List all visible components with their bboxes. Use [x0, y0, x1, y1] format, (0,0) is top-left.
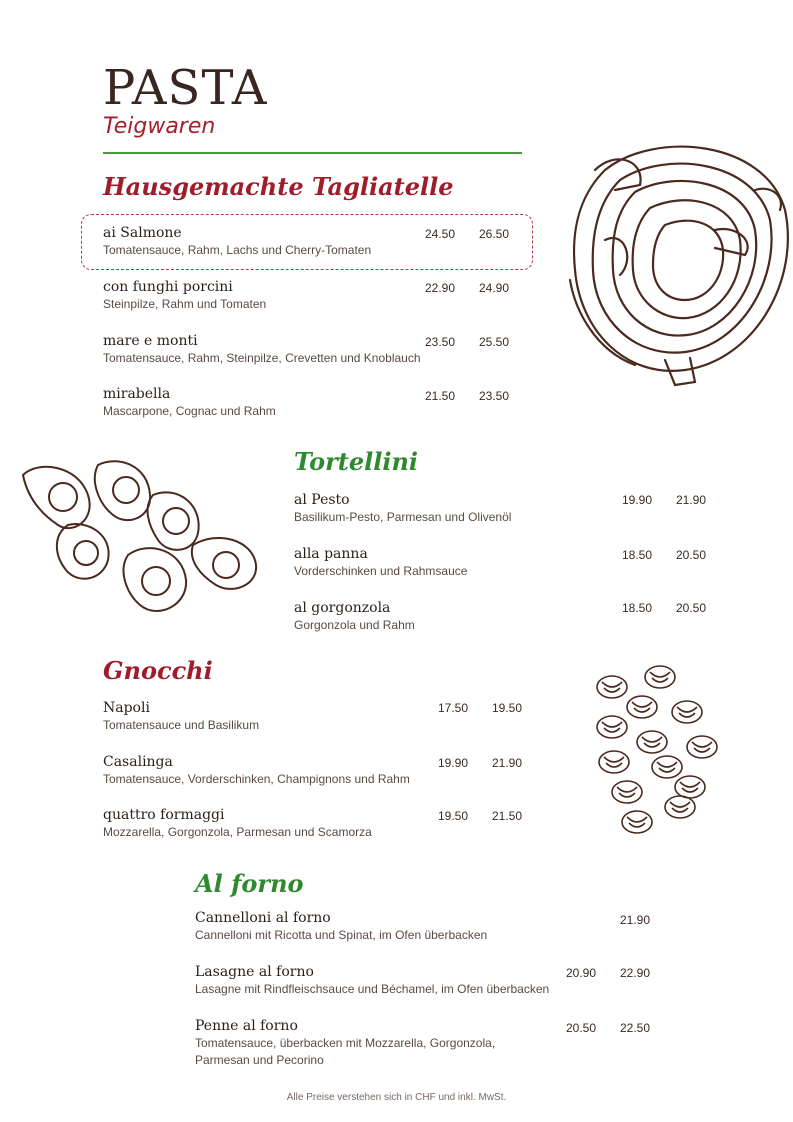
item-description: Cannelloni mit Ricotta und Spinat, im Ofen überbacken [195, 928, 488, 942]
item-name: mirabella [103, 386, 171, 402]
item-name: al gorgonzola [294, 600, 391, 616]
item-price-large: 19.50 [492, 701, 523, 715]
item-price-small: 24.50 [425, 227, 456, 241]
item-price-small: 19.50 [438, 809, 469, 823]
item-description: Gorgonzola und Rahm [294, 618, 415, 632]
item-description: Vorderschinken und Rahmsauce [294, 564, 468, 578]
item-description: Mozzarella, Gorgonzola, Parmesan und Scamorza [103, 825, 372, 839]
item-description: Tomatensauce, Vorderschinken, Champignons und Rahm [103, 772, 410, 786]
item-name: con funghi porcini [103, 279, 233, 295]
tagliatelle-nest-illustration [565, 130, 793, 390]
item-price-large: 21.90 [676, 493, 707, 507]
item-price-large: 22.50 [620, 1021, 651, 1035]
menu-item[interactable] [103, 224, 371, 259]
item-price-small: 17.50 [438, 701, 469, 715]
item-price-small: 23.50 [425, 335, 456, 349]
menu-item[interactable] [103, 753, 410, 788]
item-price-large: 23.50 [479, 389, 510, 403]
section-heading-tortellini: Tortellini [294, 447, 419, 476]
item-price-small: 18.50 [622, 548, 653, 562]
item-name: Cannelloni al forno [195, 910, 331, 926]
item-description: Lasagne mit Rindfleischsauce und Béchamel, im Ofen überbacken [195, 982, 550, 996]
item-price-large: 24.90 [479, 281, 510, 295]
item-price-small: 21.50 [425, 389, 456, 403]
item-description-line-2: Parmesan und Pecorino [195, 1053, 324, 1067]
item-description: Basilikum-Pesto, Parmesan und Olivenöl [294, 510, 512, 524]
menu-item[interactable] [103, 806, 372, 841]
menu-item[interactable] [294, 545, 467, 580]
page-title: PASTA [103, 60, 268, 116]
menu-item[interactable] [103, 332, 421, 367]
item-name: alla panna [294, 546, 368, 562]
gnocchi-illustration [592, 662, 722, 840]
menu-item[interactable] [103, 385, 276, 420]
item-price-large: 22.90 [620, 966, 651, 980]
item-description: Steinpilze, Rahm und Tomaten [103, 297, 267, 311]
menu-item[interactable] [195, 1017, 495, 1069]
item-name: mare e monti [103, 333, 198, 349]
item-price-large: 21.90 [620, 913, 651, 927]
item-name: ai Salmone [103, 225, 182, 241]
item-name: Napoli [103, 700, 150, 716]
item-description: Tomatensauce, Rahm, Lachs und Cherry-Tomaten [103, 243, 372, 257]
item-price-large: 21.50 [492, 809, 523, 823]
menu-item[interactable] [195, 909, 487, 944]
item-price-small: 19.90 [438, 756, 469, 770]
section-heading-al-forno: Al forno [195, 869, 304, 898]
menu-item[interactable] [103, 278, 266, 313]
menu-item[interactable] [294, 491, 511, 526]
item-price-small: 19.90 [622, 493, 653, 507]
item-name: al Pesto [294, 492, 350, 508]
item-description: Tomatensauce, überbacken mit Mozzarella, Gorgonzola, [195, 1036, 496, 1050]
item-name: Casalinga [103, 754, 173, 770]
item-description: Tomatensauce und Basilikum [103, 718, 260, 732]
item-price-small: 20.50 [566, 1021, 597, 1035]
price-footnote: Alle Preise verstehen sich in CHF und inkl. MwSt. [286, 1092, 507, 1103]
section-heading-gnocchi: Gnocchi [103, 656, 213, 685]
item-description: Tomatensauce, Rahm, Steinpilze, Crevetten und Knoblauch [103, 351, 421, 365]
tortellini-illustration [18, 455, 260, 625]
page-subtitle: Teigwaren [103, 114, 216, 139]
item-price-large: 26.50 [479, 227, 510, 241]
item-price-large: 25.50 [479, 335, 510, 349]
item-name: Penne al forno [195, 1018, 298, 1034]
section-heading-tagliatelle: Hausgemachte Tagliatelle [103, 172, 454, 201]
item-name: Lasagne al forno [195, 964, 314, 980]
item-price-small: 22.90 [425, 281, 456, 295]
item-description: Mascarpone, Cognac und Rahm [103, 404, 276, 418]
menu-item[interactable] [103, 699, 259, 734]
item-price-small: 20.90 [566, 966, 597, 980]
item-name: quattro formaggi [103, 807, 225, 823]
menu-item[interactable] [294, 599, 415, 634]
item-price-small: 18.50 [622, 601, 653, 615]
menu-item[interactable] [195, 963, 549, 998]
header-divider [103, 152, 522, 154]
item-price-large: 20.50 [676, 601, 707, 615]
item-price-large: 20.50 [676, 548, 707, 562]
item-price-large: 21.90 [492, 756, 523, 770]
